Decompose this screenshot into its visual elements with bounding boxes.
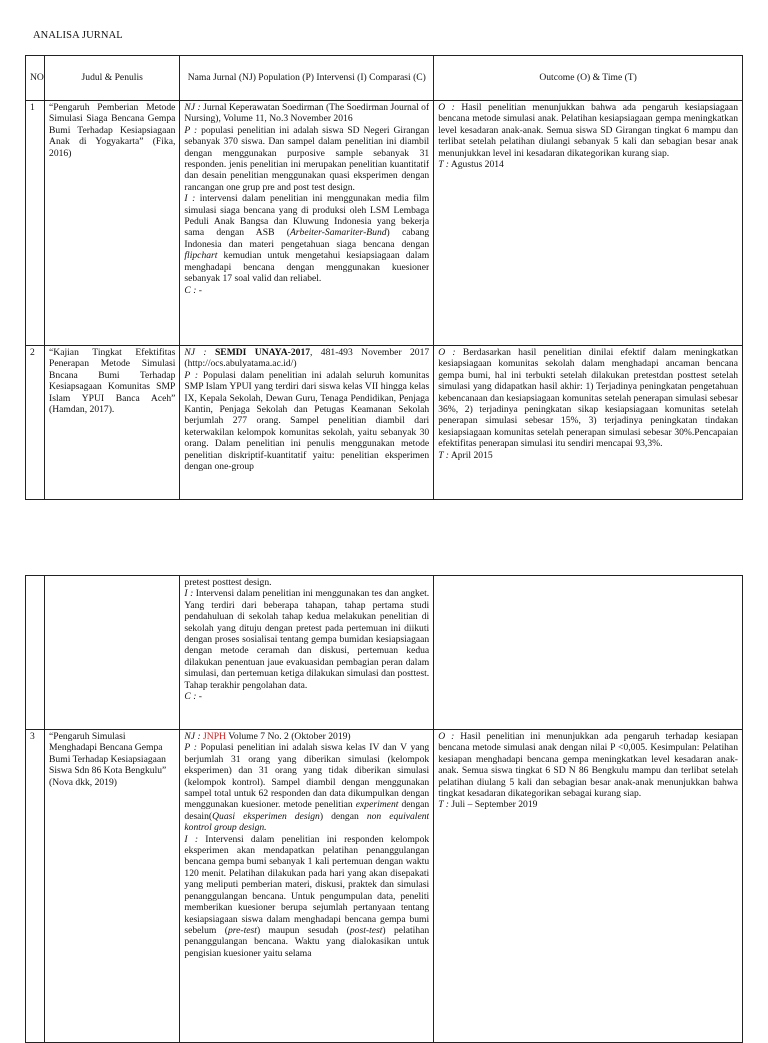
p-text: Populasi penelitian ini adalah siswa kelas IV dan V yang berjumlah 31 orang yang diberikan simulasi (kelompok eksperimen) dan 31 orang yang tidak diberikan simulasi (kelompok kontrol). Sampel diambil dengan menggunakan sampel total untuk 62 responden dan data dikumpulkan dengan menggunakan kuesioner. metode penelitian <box>184 742 430 811</box>
i-italic-2: post-test <box>349 924 383 936</box>
row-journal-details-continued <box>180 576 434 730</box>
row-outcome-empty <box>434 576 743 730</box>
i-text-italic-2: flipchart <box>184 250 218 262</box>
i-text-end: kemudian untuk mengetahui kesiapsiagaan dalam menghadapi bencana dengan menggunakan kuesioner sebanyak 17 soal valid dan reliabel. <box>184 250 430 285</box>
table-row <box>26 101 743 346</box>
i-text-cont: ) cabang Indonesia dan materi pengetahuan siaga bencana dengan <box>184 227 430 250</box>
nj-label: NJ : <box>184 102 201 113</box>
i-text: Intervensi dalam penelitian ini responden kelompok eksperimen akan mendapatkan pelatihan penanggulangan bencana gempa bumi sebanyak 1 kali pertemuan dengan waktu 120 menit. Pelatihan dilakukan pada hari yang akan disepakati yang meliputi pemberian materi, diskusi, praktek dan simulasi penanggulangan bencana. Untuk pengumpulan data, peneliti memberikan kuesioner berupa sejumlah pertanyaan tentang kesiapsiagaan siswa dalam menghadapi bencana gempa bumi sebelum ( <box>184 833 430 936</box>
header-nama-jurnal: Nama Jurnal (NJ) Population (P) Intervensi (I) Comparasi (C) <box>180 56 434 101</box>
o-text: Hasil penelitian menunjukkan bahwa ada pengaruh kesiapsiagaan bencana metode simulasi anak. Pelatihan kesiapsiagaan gempa meningkatkan level kesadaran anak-anak. Semua siswa SD Girangan tingkat 6 mampu dan terlibat setelah pelatihan diulangi sebanyak 5 kali dan sebagian besar anak menunjukkan level ini kesadaran dikategorikan kurang siap. <box>438 102 738 159</box>
table-row-continuation <box>26 576 743 730</box>
row-journal-details <box>180 730 434 1043</box>
header-no: NO <box>26 56 45 101</box>
row-title-author: “Pengaruh Simulasi Menghadapi Bencana Gempa Bumi Terhadap Kesiapsiagaan Siswa Sdn 86 Kota Bengkulu” (Nova dkk, 2019) <box>45 730 180 1043</box>
nj-label: NJ : <box>184 347 207 358</box>
o-label: O : <box>438 102 455 113</box>
c-label: C : <box>184 284 197 296</box>
row-number: 2 <box>26 346 45 500</box>
row-outcome-time <box>434 101 743 346</box>
header-outcome: Outcome (O) & Time (T) <box>434 56 743 101</box>
t-text: April 2015 <box>448 449 493 461</box>
row-title-empty <box>45 576 180 730</box>
t-text: Agustus 2014 <box>448 159 504 171</box>
table-row <box>26 730 743 1043</box>
i-text-end: ) pelatihan penanggulangan bencana. Waktu yang dialokasikan untuk pengisian kuesioner yaitu selama <box>184 924 430 959</box>
p-label: P : <box>184 124 198 136</box>
row-journal-details <box>180 101 434 346</box>
p-text-continued: pretest posttest design. <box>184 577 272 588</box>
row-number-empty <box>26 576 45 730</box>
table-row <box>26 346 743 500</box>
i-label: I : <box>184 588 194 600</box>
p-italic-3: non equivalent kontrol group design. <box>184 810 430 834</box>
p-text-cont: dengan desain( <box>184 799 430 822</box>
t-label: T : <box>438 159 449 171</box>
i-text: Intervensi dalam penelitian ini menggunakan tes dan angket. Yang terdiri dari beberapa tahapan, tahap pertama studi pendahuluan di sekolah tahap kedua melakukan penelitian di sekolah yang dituju dengan pretest pada pertemuan ini diikuti dengan proses sosialisai tentang gempa bumidan kesiapsiagaan dengan metode ceramah dan diskusi, pertemuan kedua dilakukan penentuan jaue evakuasidan pembagian peran dalam simulasi, dan pertemuan ketiga dilakukan simulasi dan posttest. Tahap terakhir pengolahan data. <box>184 588 430 691</box>
row-journal-details <box>180 346 434 500</box>
row-outcome-time <box>434 730 743 1043</box>
document-title: ANALISA JURNAL <box>33 30 123 41</box>
journal-analysis-table-page1 <box>25 55 743 500</box>
t-label: T : <box>438 799 449 811</box>
c-text: - <box>196 284 202 296</box>
o-label: O : <box>438 731 455 742</box>
c-label: C : <box>184 691 197 703</box>
journal-analysis-table-page2 <box>25 575 743 1043</box>
i-text-italic: Arbeiter-Samariter-Bund <box>289 227 387 239</box>
t-label: T : <box>438 449 449 461</box>
i-label: I : <box>184 193 196 205</box>
i-text-cont: ) maupun sesudah ( <box>256 924 350 936</box>
p-label: P : <box>184 742 197 754</box>
nj-label: NJ : <box>184 731 201 742</box>
i-label: I : <box>184 833 199 845</box>
row-number: 1 <box>26 101 45 346</box>
o-text: Hasil penelitian ini menunjukkan ada pengaruh terhadap kesiapan bencana metode simulasi anak dengan nilai P <0,005. Kesimpulan: Pelatihan kesiapan menghadapi bencana gempa meningkatkan level kesadaran anak-anak. Semua siswa tingkat 6 SD N 86 Bengkulu mampu dan terlibat setelah pelatihan diulang 5 kali dan sebagian besar anak-anak menunjukkan bahwa tingkat kesadaran dikategorikan sebagai kurang siap. <box>438 731 738 800</box>
header-judul: Judul & Penulis <box>45 56 180 101</box>
nj-text: Jurnal Keperawatan Soedirman (The Soedirman Journal of Nursing), Volume 11, No.3 November 2016 <box>184 102 430 125</box>
o-text: Berdasarkan hasil penelitian dinilai efektif dalam meningkatkan kesiapsiagaan komunitas sekolah dalam menghadapi ancaman bencana gempa bumi, hal ini terbukti setelah dilakukan pretestdan posttest setelah simulasi yang didapatkan hasil akhir: 1) Terjadinya peningkatan pengetahuan kebencanaan dan kesiapsiagaan komunitas setelah penerapan simulasi sebesar 36%, 2) terjadinya peningkatan sikap kesiapsiagaan komunitas setelah penerapan simulasi sebesar 15%, 3) terjadinya peningkatan tindakan kesiapsiagaan komunitas setelah penerapan simulasi sebesar 30%.Pencapaian efektifitas penerapan simulasi itu sendiri mencapai 93,3%. <box>438 347 738 450</box>
nj-text: , 481-493 November 2017 (http://ocs.abulyatama.ac.id/) <box>184 347 430 370</box>
table-header-row <box>26 56 743 101</box>
nj-bold: SEMDI UNAYA-2017 <box>206 347 311 358</box>
nj-red-text: JNPH <box>200 731 226 742</box>
p-italic-2: Quasi eksperimen design <box>212 810 320 822</box>
p-label: P : <box>184 369 199 381</box>
p-text: populasi penelitian ini adalah siswa SD Negeri Girangan sebanyak 370 siswa. Dan sampel dalam penelitian ini diambil dengan menggunakan purposive sample sebanyak 31 responden. jenis penelitian ini merupakan penelitian kuantitatif dan desain penelitian menggunakan quasi eksperimen dengan rancangan one grup pre and post test design. <box>184 124 430 193</box>
row-outcome-time <box>434 346 743 500</box>
p-text: Populasi dalam penelitian ini adalah seluruh komunitas SMP Islam YPUI yang terdiri dari siswa kelas VII hingga kelas IX, Kepala Sekolah, Dewan Guru, Tenaga Pendidikan, Penjaga Kantin, Penjaga Sekolah dan Petugas Keamanan Sekolah berjumlah 277 orang. Sampel penelitian diambil dari keterwakilan kelompok komunitas sekolah, yaitu sebanyak 30 orang. Dalam penelitian ini penulis menggunakan metode penelitian diskriptif-kuantitatif yaitu: penelitian eksperimen dengan one-group <box>184 369 430 473</box>
p-italic: experiment <box>355 799 399 811</box>
row-title-author: “Kajian Tingkat Efektifitas Penerapan Metode Simulasi Bncana Bumi Terhadap Kesiapsagaan Komunitas SMP Islam YPUI Banca Aceh” (Hamdan, 2017). <box>45 346 180 500</box>
o-label: O : <box>438 347 456 358</box>
row-number: 3 <box>26 730 45 1043</box>
i-text: intervensi dalam penelitian ini menggunakan media film simulasi siaga bencana yang di produksi oleh LSM Lembaga Peduli Anak Bangsa dan Kluwung Indonesia yang bekerja sama dengan ASB ( <box>184 193 430 239</box>
i-italic: pre-test <box>227 924 257 936</box>
t-text: Juli – September 2019 <box>448 799 538 811</box>
row-title-author: “Pengaruh Pemberian Metode Simulasi Siaga Bencana Gempa Bumi Terhadap Kesiapsiagaan Anak di Yogyakarta” (Fika, 2016) <box>45 101 180 346</box>
c-text: - <box>196 691 202 703</box>
nj-text: Volume 7 No. 2 (Oktober 2019) <box>225 731 351 742</box>
p-text-cont-2: ) dengan <box>319 810 367 822</box>
